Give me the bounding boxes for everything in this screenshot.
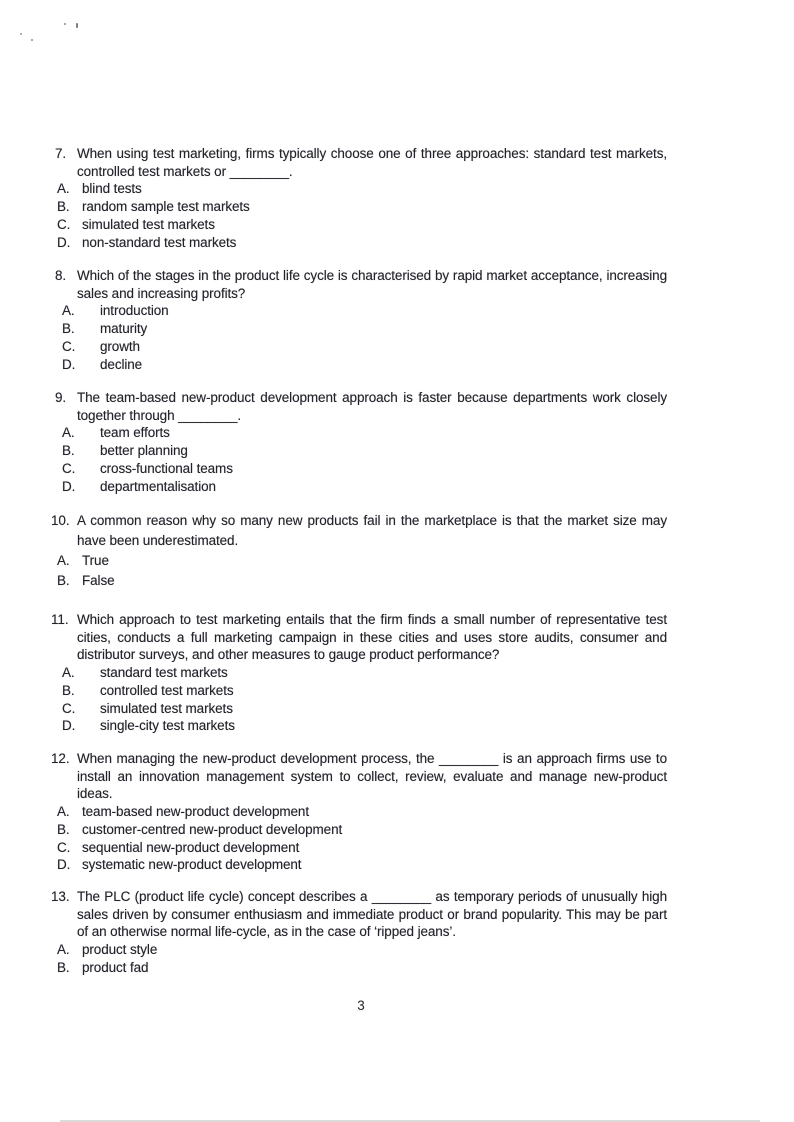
option-text: team efforts — [100, 425, 170, 441]
option-text: departmentalisation — [100, 478, 216, 494]
option-letter: C. — [62, 338, 76, 354]
option-letter: C. — [57, 216, 71, 232]
option-text: product fad — [82, 959, 149, 975]
question-item — [55, 145, 667, 251]
option-text: simulated test markets — [100, 700, 233, 716]
option-list — [62, 664, 667, 735]
question-text: The team-based new-product development approach is faster because departments work closely together through ________. — [77, 390, 667, 423]
option-text: controlled test markets — [100, 682, 234, 698]
option-text: sequential new-product development — [82, 839, 300, 855]
question-text: When using test marketing, firms typically choose one of three approaches: standard test markets, controlled test markets or ________. — [77, 146, 667, 179]
question-head — [55, 145, 667, 180]
option-text: decline — [100, 356, 143, 372]
question-item — [55, 389, 667, 495]
option-letter: C. — [57, 839, 71, 855]
option-text: systematic new-product development — [82, 857, 302, 873]
question-number: 8. — [55, 268, 67, 284]
option-letter: A. — [62, 303, 75, 319]
option-letter: B. — [57, 199, 70, 215]
option-row — [62, 460, 667, 478]
option-letter: B. — [57, 959, 70, 975]
option-letter: B. — [57, 573, 70, 589]
option-text: introduction — [100, 303, 169, 319]
option-row — [62, 356, 667, 374]
question-text: Which of the stages in the product life cycle is characterised by rapid market acceptance, increasing sales and increasing profits? — [77, 268, 667, 301]
option-row — [62, 478, 667, 496]
option-letter: A. — [57, 804, 70, 820]
option-text: True — [82, 553, 109, 569]
option-text: cross-functional teams — [100, 460, 233, 476]
option-text: maturity — [100, 321, 148, 337]
question-item — [55, 267, 667, 373]
option-letter: D. — [57, 857, 71, 873]
option-text: non-standard test markets — [82, 234, 237, 250]
question-number: 11. — [51, 612, 69, 628]
question-head — [51, 611, 667, 664]
question-head — [51, 888, 667, 941]
option-row — [62, 424, 667, 442]
question-item — [51, 888, 667, 977]
scan-speck — [31, 39, 33, 41]
option-letter: B. — [57, 821, 70, 837]
option-row — [57, 234, 667, 252]
option-letter: C. — [62, 460, 76, 476]
option-row — [57, 571, 667, 591]
option-list — [57, 551, 667, 591]
option-list — [62, 302, 667, 373]
option-list — [62, 424, 667, 495]
option-letter: A. — [62, 425, 75, 441]
option-text: growth — [100, 338, 140, 354]
question-text: Which approach to test marketing entails that the firm finds a small number of representative test cities, conducts a full marketing campaign in these cities and uses store audits, consumer and distributor surveys, and other measures to gauge product performance? — [77, 612, 667, 663]
option-text: better planning — [100, 443, 188, 459]
option-row — [62, 320, 667, 338]
option-row — [62, 338, 667, 356]
option-row — [62, 682, 667, 700]
option-text: product style — [82, 942, 158, 958]
option-list — [57, 803, 667, 874]
question-text: A common reason why so many new products fail in the marketplace is that the market size may have been underestimated. — [77, 513, 667, 549]
option-row — [57, 551, 667, 571]
page-number: 3 — [357, 997, 365, 1013]
question-text: The PLC (product life cycle) concept describes a ________ as temporary periods of unusually high sales driven by consumer enthusiasm and immediate product or brand popularity. This may be part of an otherwise normal life-cycle, as in the case of ‘ripped jeans’. — [77, 889, 667, 940]
option-text: single-city test markets — [100, 718, 235, 734]
option-letter: D. — [62, 356, 76, 372]
question-head — [55, 267, 667, 302]
option-row — [57, 216, 667, 234]
option-row — [62, 442, 667, 460]
option-letter: D. — [62, 718, 76, 734]
option-letter: B. — [62, 682, 75, 698]
option-text: simulated test markets — [82, 216, 215, 232]
question-number: 13. — [51, 889, 70, 905]
option-row — [62, 664, 667, 682]
question-number: 9. — [55, 390, 67, 406]
question-item — [51, 511, 667, 591]
option-letter: A. — [57, 553, 70, 569]
option-letter: D. — [62, 478, 76, 494]
option-row — [57, 959, 667, 977]
option-letter: A. — [57, 181, 70, 197]
question-head — [51, 511, 667, 551]
scan-speck — [64, 23, 66, 25]
option-row — [57, 856, 667, 874]
option-row — [62, 302, 667, 320]
question-head — [55, 389, 667, 424]
question-item — [51, 750, 667, 874]
option-letter: A. — [62, 665, 75, 681]
option-row — [57, 839, 667, 857]
question-number: 7. — [55, 146, 67, 161]
option-letter: B. — [62, 321, 75, 337]
option-text: False — [82, 573, 115, 589]
option-row — [57, 941, 667, 959]
option-row — [57, 803, 667, 821]
option-text: blind tests — [82, 181, 142, 197]
option-text: standard test markets — [100, 665, 228, 681]
option-row — [57, 198, 667, 216]
option-list — [57, 941, 667, 976]
option-text: customer-centred new-product development — [82, 821, 343, 837]
option-row — [57, 180, 667, 198]
option-text: random sample test markets — [82, 199, 250, 215]
option-letter: A. — [57, 942, 70, 958]
option-row — [62, 717, 667, 735]
option-list — [57, 180, 667, 251]
option-letter: C. — [62, 700, 76, 716]
option-row — [62, 700, 667, 718]
question-number: 12. — [51, 751, 70, 767]
option-letter: B. — [62, 443, 75, 459]
question-number: 10. — [51, 513, 70, 529]
question-item — [51, 611, 667, 735]
option-row — [57, 821, 667, 839]
option-text: team-based new-product development — [82, 804, 309, 820]
question-text: When managing the new-product development process, the ________ is an approach firms use to install an innovation management system to collect, review, evaluate and manage new-product ideas. — [77, 751, 667, 802]
scan-speck — [20, 33, 22, 35]
scan-speck — [76, 23, 78, 28]
question-head — [51, 750, 667, 803]
option-letter: D. — [57, 234, 71, 250]
